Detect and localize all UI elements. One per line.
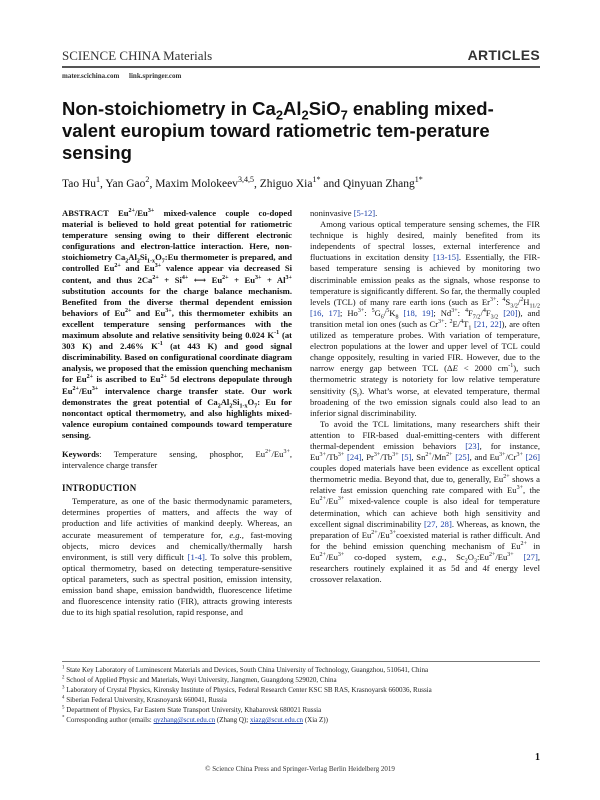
section-heading-introduction: INTRODUCTION	[62, 483, 137, 494]
footnote-corresponding-author: * Corresponding author (emails: qyzhang@scut.edu.cn (Zhang Q); xiazg@scut.edu.cn (Xia Z))	[62, 716, 328, 725]
keywords: Keywords: Temperature sensing, phosphor, $Eu^{2+}/Eu^{3+}$, intervalence charge transfer	[62, 448, 292, 471]
author-list: Tao Hu$^1$, Yan Gao$^2$, Maxim Molokeev$^{3,4,5}$, Zhiguo Xia$^{1*}$ and Qinyuan Zhang$^{1*}$	[62, 175, 423, 190]
page-number: 1	[535, 752, 540, 763]
abstract: ABSTRACT $Eu^{2+}/Eu^{3+}$ mixed-valence couple co-doped material is believed to hold great potential for ratiometric temperature sensing owing to their different electronic configurations and electron-lattice interaction. Here, non-stoichiometry $Ca_2Al_2Si_{1-x}O_7:Eu$ thermometer is prepared, and controlled $Eu^{2+}$ and $Eu^{3+}$ valence appear via decreased Si content, and thus $2Ca^{2+} + Si^{4+}$ ⟷ $Eu^{2+} + Eu^{3+} + Al^{3+}$ substitution accounts for the charge balance mechanism. Benefited from the diverse thermal dependent emission behaviors of $Eu^{2+}$ and $Eu^{3+}$, this thermometer exhibits an excellent temperature sensing performances with the maximum absolute and relative sensitivity being 0.024 $K^{-1}$ (at 303 K) and 2.46% $K^{-1}$ (at 443 K) and good signal discriminability. Based on configurational coordinate diagram analysis, we proposed that the emission quenching mechanism for $Eu^{2+}$ is ascribed to $Eu^{2+}$ 5d electrons depopulate through $Eu^{2+}/Eu^{3+}$ intervalence charge transfer state. Our work demonstrates the great potential of $Ca_2Al_2Si_{1-x}O_7$: Eu for noncontact optical thermometry, and also highlights mixed-valence europium contained compounds toward temperature sensing.	[62, 208, 292, 440]
journal-links	[62, 72, 189, 80]
copyright-line: © Science China Press and Springer-Verlag Berlin Heidelberg 2019	[205, 765, 395, 773]
section-label: ARTICLES	[467, 47, 540, 63]
journal-link-site[interactable]: mater.scichina.com	[62, 72, 120, 80]
header-rule	[62, 66, 540, 68]
footnote-affiliation-3: $^3$ Laboratory of Crystal Physics, Kirensky Institute of Physics, Federal Research Center KSC SB RAS, Krasnoyarsk 660036, Russia	[62, 685, 432, 695]
affiliation-footnotes	[62, 665, 540, 726]
intro-paragraph-3: To avoid the TCL limitations, many researchers shift their attention to FIR-based dual-emitting-centers with different thermal-dependent emission behaviors [23], for instance, $Eu^{3+}/Tb^{3+}$ [24], $Pr^{3+}/Tb^{3+}$ [5], $Sn^{2+}/Mn^{2+}$ [25], and $Eu^{3+}/Cr^{3+}$ [26] couples doped materials have been evidence as excellent optical thermometric media. Beyond that, due to, generally, $Eu^{2+}$ shows a relative fast emission quenching rate compared with $Eu^{3+}$, the $Eu^{2+}/Eu^{3+}$ mixed-valence couple is also ideal for temperature determination, which can achieve both high sensitivity and excellent signal discriminability [27, 28]. Whereas, as known, the preparation of $Eu^{2+}/Eu^{3+}coexisted$ material is rather difficult. And for the behind emission quenching mechanism of $Eu^{2+}$ in $Eu^{2+}/Eu^{3+}$ co-doped system, e.g., $Sc_2O_3:Eu^{2+}/Eu^{3+}$ [27], researchers routinely explained it as 5d and 4f energy level crossover relaxation.	[310, 418, 541, 585]
intro-paragraph-1: Temperature, as one of the basic thermodynamic parameters, determines properties of matters, and affects the way of production and life activities of mankind deeply. Whereas, an accurate measurement of temperature for, e.g., fast-moving objects, micro devices and chemically/thermally harsh environment, is still very difficult [1-4]. To solve this problem, optical thermometry, based on detecting temperature-sensitive optical parameters, such as spectral position, emission intensity, emission band shape, emission bandwidth, fluorescence lifetime and fluorescence intensity ratio (FIR), attracts growing interests due to its high spatial resolution, rapid response, and	[62, 496, 293, 618]
footnote-affiliation-5: $^5$ Department of Physics, Far Eastern State Transport University, Khabarovsk 680021 Russia	[62, 706, 322, 715]
right-column	[310, 208, 540, 585]
intro-paragraph-1-cont: noninvasive [5-12].	[310, 208, 378, 218]
footnote-rule	[62, 661, 540, 662]
footnote-affiliation-1: $^1$ State Key Laboratory of Luminescent Materials and Devices, South China University of Technology, Guangzhou, 510641, China	[62, 665, 429, 674]
article-title: Non-stoichiometry in $Ca_2Al_2SiO_7$ enabling mixed-valent europium toward ratiometric tem-perature sensing	[62, 98, 494, 163]
journal-name: SCIENCE CHINA Materials	[62, 48, 213, 63]
footnote-affiliation-2: $^2$ School of Applied Physic and Materials, Wuyi University, Jiangmen, Guangdong 529020, China	[62, 675, 337, 685]
intro-paragraph-2: Among various optical temperature sensing schemes, the FIR technique is highly desired, mainly benefited from its independents of spectral losses, external interference and fluctuations in excitation density [13-15]. Essentially, the FIR-based temperature sensing is achieved by monitoring two discriminable emission peaks as the signals, whose response to temperature is significantly different. So far, the thermally coupled levels (TCL) of many rare earth ions (such as $Er^{3+}$: $^4S_{3/2}/^2H_{11/2}$ [16, 17]; $Ho^{3+}$: $^5G_6/^5K_8$ [18, 19]; $Nd^{3+}$: $^4F_{7/2}/^4F_{3/2}$ [20]), and transition metal ion ones (such as $Cr^{3+}$: $^2E/^4T_1$ [21, 22]), are often utilized as temperature probes. With variation of temperature, electron populations at the lower and upper level of TCL could change oppositely, resulting in varied FIR. However, due to the narrow energy gap between TCL (ΔE < 2000 $cm^{-1}$), such thermometric strategy is notoriety for low relative temperature sensitivity $(S_r)$. What’s worse, at elevated temperature, thermal broadening of the two emission signals could also lead to an inferior signal discriminability.	[310, 219, 540, 418]
left-column	[62, 208, 292, 618]
footnote-affiliation-4: $^4$ Siberian Federal University, Krasnoyarsk 660041, Russia	[62, 695, 227, 705]
journal-link-springer[interactable]: link.springer.com	[129, 72, 182, 80]
